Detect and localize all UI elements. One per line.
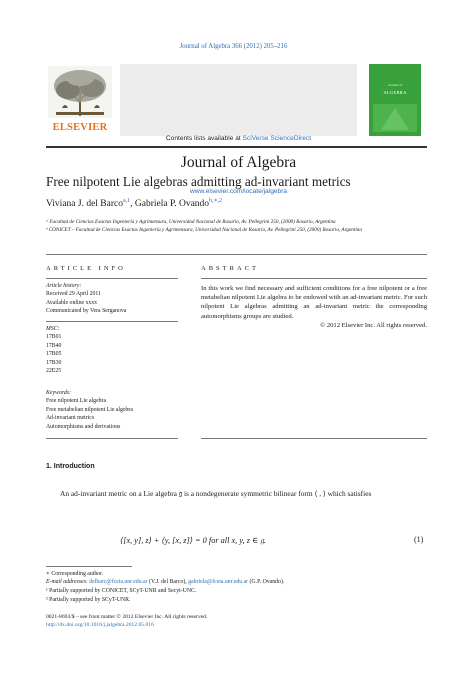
abstract-text [201,284,427,330]
email-owner: (V.J. del Barco), [147,579,189,585]
author-name: Gabriela P. Ovando [134,199,210,210]
divider [46,438,178,439]
author-separator: , [130,199,135,210]
intro-paragraph: An ad-invariant metric on a Lie algebra 𝔤 is a nondegenerate symmetric bilinear form ⟨ , ⟩ which satisfies [60,489,372,498]
abstract-body: In this work we find necessary and sufficient conditions for a free nilpotent or a free metabelian nilpotent Lie algebra to be endowed with an ad-invariant metric. For such nilpotent Lie algebras admitting an ad-invariant metric the corresponding automorphisms groups are studied. [201,285,427,320]
affiliation-marker[interactable]: b,∗,2 [209,198,223,204]
keyword: Free nilpotent Lie algebra [46,398,107,405]
msc-code: 22E25 [46,368,62,375]
abstract-heading: ABSTRACT [201,265,259,272]
article-history [46,282,186,316]
affiliation-marker[interactable]: a,1 [123,198,131,204]
msc-code: 17B30 [46,359,62,366]
sciencedirect-link[interactable]: SciVerse ScienceDirect [242,135,312,142]
cover-subtitle: Journal of [387,83,403,87]
communicated-by: Communicated by Vera Serganova [46,308,127,315]
email-addresses [46,578,427,586]
corresponding-author-note: ∗ Corresponding author. [46,571,104,577]
divider [201,278,427,279]
divider [46,321,178,322]
msc-block [46,325,186,375]
keyword: Automorphisms and derivations [46,423,121,430]
abstract-copyright: © 2012 Elsevier Inc. All rights reserved. [320,321,427,329]
email-link[interactable]: gabriela@fceia.unr.edu.ar [188,579,249,585]
article-info-heading: ARTICLE INFO [46,265,126,272]
affiliation-b: ᵇ CONICET – Facultad de Ciencias Exactas Ingeniería y Agrimensura, Universidad Nacional de Rosario, Av. Pellegrini 250, (2000) Rosario, Argentina [46,227,362,233]
contents-line [120,135,357,142]
keywords-label: Keywords: [46,390,71,396]
journal-title: Journal of Algebra [180,154,297,171]
equation-number: (1) [414,535,424,544]
msc-code: 17B01 [46,334,62,341]
email-owner: (G.P. Ovando). [248,579,285,585]
equation: ⟨[x, y], z⟩ + ⟨y, [x, z]⟩ = 0 for all x, y, z ∈ 𝔤. [120,536,266,545]
cover-title: ALGEBRA [383,90,407,95]
footnote-rule [46,566,132,567]
received-date: Received 29 April 2011 [46,291,102,298]
issn-line: 0021-8693/$ – see front matter © 2012 Elsevier Inc. All rights reserved. [46,614,208,620]
section-heading: 1. Introduction [46,463,95,470]
elsevier-wordmark: ELSEVIER [52,122,108,133]
keyword: Ad-invariant metrics [46,415,95,422]
author-line [46,197,222,209]
divider [46,278,178,279]
footnote-1: ¹ Partially supported by CONICET, SCyT-UNR and Secyt-UNC. [46,588,197,594]
msc-code: 17B40 [46,342,62,349]
header-rule [46,146,427,148]
footnote-2: ² Partially supported by SCyT-UNR. [46,597,131,603]
journal-cover-image [369,64,421,136]
divider [46,254,427,255]
journal-citation[interactable]: Journal of Algebra 366 (2012) 205–216 [179,43,288,50]
history-label: Article history: [46,283,82,289]
doi-link[interactable]: http://dx.doi.org/10.1016/j.jalgebra.2012.05.016 [46,622,154,628]
journal-url-link[interactable]: www.elsevier.com/locate/jalgebra [189,188,288,195]
available-date: Available online xxxx [46,299,98,306]
cover-art-icon [373,104,417,132]
email-label: E-mail addresses: [46,579,90,585]
contents-prefix: Contents lists available at [165,135,243,142]
author-name: Viviana J. del Barco [46,199,123,210]
divider [201,438,427,439]
elsevier-logo [46,64,114,136]
keywords-block [46,389,186,431]
keyword: Free metabelian nilpotent Lie algebra [46,406,133,413]
paper-title: Free nilpotent Lie algebras admitting ad-invariant metrics [46,174,351,189]
msc-label: MSC: [46,326,60,332]
msc-code: 17B05 [46,351,62,358]
affiliation-a: ᵃ Facultad de Ciencias Exactas Ingeniería y Agrimensura, Universidad Nacional de Rosario, Av. Pellegrini 250, (2000) Rosario, Argentina [46,219,336,225]
email-link[interactable]: delbarc@fceia.unr.edu.ar [89,579,148,585]
